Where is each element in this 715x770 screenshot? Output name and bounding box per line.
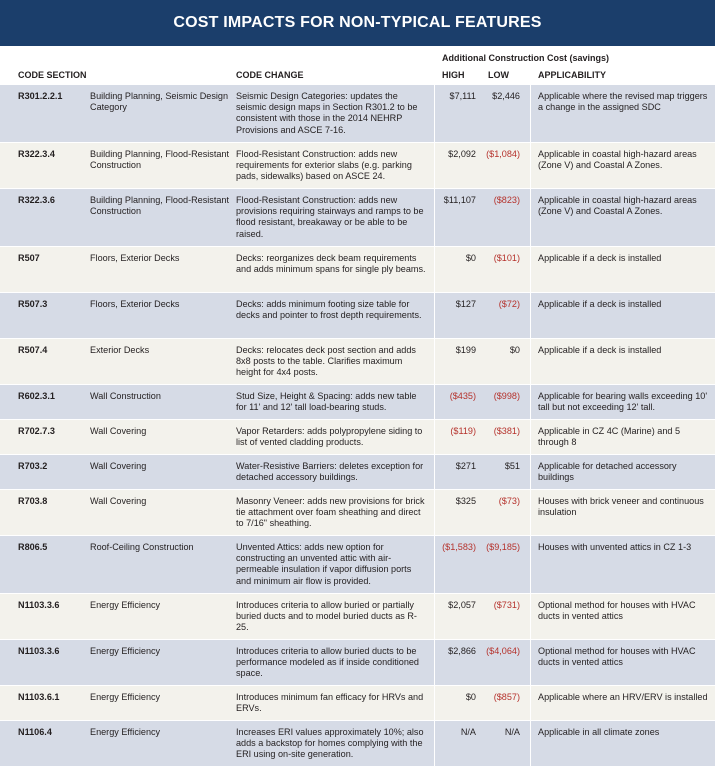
category: Building Planning, Flood-Resistant Construction	[90, 149, 230, 171]
applicability: Optional method for houses with HVAC ducts in vented attics	[538, 600, 696, 622]
applicability: Applicable where an HRV/ERV is installed	[538, 692, 708, 702]
table-row	[0, 535, 715, 593]
code-section: R806.5	[18, 542, 48, 552]
code-section: N1106.4	[18, 727, 52, 737]
table-row	[0, 685, 715, 720]
category: Wall Covering	[90, 496, 147, 506]
code-change: Vapor Retarders: adds polypropylene siding to list of vented cladding products.	[236, 426, 423, 448]
code-change: Masonry Veneer: adds new provisions for brick tie attachment over foam sheathing and direct to 7/16" sheathing.	[236, 496, 425, 529]
code-change: Water-Resistive Barriers: deletes exception for detached accessory buildings.	[236, 461, 424, 483]
code-section: R507.3	[18, 299, 48, 309]
applicability: Applicable in all climate zones	[538, 727, 660, 737]
table-row	[0, 246, 715, 292]
code-section-header: CODE SECTION	[18, 70, 87, 80]
low-cost: ($4,064)	[486, 646, 520, 656]
code-change: Flood-Resistant Construction: adds new provisions requiring stairways and ramps to be flood resistant, breakaway or be able to be raised.	[236, 195, 424, 239]
code-change: Introduces criteria to allow buried ducts to be performance modeled as if inside conditioned space.	[236, 646, 419, 679]
high-cost: N/A	[460, 727, 476, 737]
low-cost: N/A	[504, 727, 520, 737]
table-row	[0, 489, 715, 535]
high-cost: $2,866	[448, 646, 476, 656]
code-section: N1103.3.6	[18, 600, 60, 610]
low-cost: ($1,084)	[486, 149, 520, 159]
category: Energy Efficiency	[90, 600, 161, 610]
code-section: R602.3.1	[18, 391, 55, 401]
code-change: Introduces criteria to allow buried or partially buried ducts and to model buried ducts as R-25.	[236, 600, 417, 633]
applicability: Applicable where the revised map triggers a change in the assigned SDC	[538, 91, 708, 113]
column-divider	[530, 84, 531, 766]
category: Exterior Decks	[90, 345, 150, 355]
table-row	[0, 639, 715, 685]
high-cost: $127	[455, 299, 476, 309]
applicability: Applicable in CZ 4C (Marine) and 5 through 8	[538, 426, 681, 448]
low-cost: ($9,185)	[486, 542, 520, 552]
code-section: N1103.6.1	[18, 692, 60, 702]
category: Energy Efficiency	[90, 727, 161, 737]
code-change: Flood-Resistant Construction: adds new requirements for exterior slabs (e.g. parking pads, sidewalks) based on ASCE 24.	[236, 149, 412, 182]
high-cost: $11,107	[443, 195, 476, 205]
high-cost: $271	[455, 461, 476, 471]
applicability: Applicable if a deck is installed	[538, 345, 662, 355]
applicability: Applicable for bearing walls exceeding 10' tall but not exceeding 12' tall.	[538, 391, 708, 413]
column-divider	[434, 84, 435, 766]
applicability: Applicable in coastal high-hazard areas (Zone V) and Coastal A Zones.	[538, 195, 697, 217]
code-change: Decks: relocates deck post section and adds 8x8 posts to the table. Clarifies maximum height for 4x4 posts.	[236, 345, 416, 378]
code-change: Decks: reorganizes deck beam requirements and adds minimum spans for single ply beams.	[236, 253, 426, 275]
code-change-header: CODE CHANGE	[236, 70, 304, 80]
high-cost: $199	[455, 345, 476, 355]
table-row	[0, 720, 715, 766]
high-header: HIGH	[442, 70, 465, 80]
low-cost: ($73)	[498, 496, 520, 506]
table-row	[0, 84, 715, 142]
low-cost: ($857)	[493, 692, 520, 702]
applicability-header: APPLICABILITY	[538, 70, 607, 80]
table-row	[0, 188, 715, 246]
category: Energy Efficiency	[90, 692, 161, 702]
category: Building Planning, Flood-Resistant Construction	[90, 195, 230, 217]
category: Wall Covering	[90, 461, 147, 471]
code-change: Increases ERI values approximately 10%; also adds a backstop for homes complying with the ERI using on-site generation.	[236, 727, 424, 760]
code-section: N1103.3.6	[18, 646, 60, 656]
code-section: R322.3.4	[18, 149, 55, 159]
high-cost: $0	[465, 692, 476, 702]
table-row	[0, 593, 715, 639]
code-section: R301.2.2.1	[18, 91, 63, 101]
high-cost: $2,092	[448, 149, 476, 159]
code-section: R322.3.6	[18, 195, 55, 205]
applicability: Applicable if a deck is installed	[538, 299, 662, 309]
cost-table	[0, 84, 715, 766]
low-cost: ($72)	[498, 299, 520, 309]
table-row	[0, 338, 715, 384]
category: Floors, Exterior Decks	[90, 253, 180, 263]
code-change: Introduces minimum fan efficacy for HRVs and ERVs.	[236, 692, 424, 714]
category: Roof-Ceiling Construction	[90, 542, 194, 552]
cost-group-header: Additional Construction Cost (savings)	[442, 53, 610, 63]
applicability: Applicable if a deck is installed	[538, 253, 662, 263]
low-header: LOW	[488, 70, 509, 80]
category: Building Planning, Seismic Design Category	[90, 91, 228, 113]
table-header	[0, 46, 715, 84]
table-row	[0, 419, 715, 454]
table-row	[0, 454, 715, 489]
code-change: Decks: adds minimum footing size table for decks and pointer to frost depth requirements.	[236, 299, 422, 321]
low-cost: ($731)	[493, 600, 520, 610]
low-cost: ($101)	[493, 253, 520, 263]
applicability: Houses with brick veneer and continuous insulation	[538, 496, 704, 518]
low-cost: ($998)	[493, 391, 520, 401]
code-section: R703.2	[18, 461, 48, 471]
high-cost: $2,057	[448, 600, 476, 610]
high-cost: ($1,583)	[442, 542, 476, 552]
code-section: R702.7.3	[18, 426, 55, 436]
table-row	[0, 292, 715, 338]
code-change: Unvented Attics: adds new option for constructing an unvented attic with air-permeable insulation if vapor diffusion ports and minimum air flow is provided.	[236, 542, 412, 586]
low-cost: $0	[509, 345, 520, 355]
table-row	[0, 384, 715, 419]
low-cost: ($381)	[493, 426, 520, 436]
low-cost: ($823)	[493, 195, 520, 205]
applicability: Optional method for houses with HVAC ducts in vented attics	[538, 646, 696, 668]
high-cost: $0	[465, 253, 476, 263]
code-change: Seismic Design Categories: updates the seismic design maps in Section R301.2 to be consistent with those in the 2014 NEHRP Provisions and ASCE 7-16.	[236, 91, 418, 135]
category: Energy Efficiency	[90, 646, 161, 656]
code-change: Stud Size, Height & Spacing: adds new table for 11' and 12' tall load-bearing studs.	[236, 391, 417, 413]
low-cost: $51	[504, 461, 520, 471]
table-row	[0, 142, 715, 188]
high-cost: ($119)	[450, 426, 476, 436]
code-section: R507	[18, 253, 40, 263]
category: Wall Covering	[90, 426, 147, 436]
category: Wall Construction	[90, 391, 161, 401]
code-section: R703.8	[18, 496, 48, 506]
applicability: Houses with unvented attics in CZ 1-3	[538, 542, 692, 552]
applicability: Applicable for detached accessory buildings	[538, 461, 677, 483]
high-cost: ($435)	[449, 391, 476, 401]
low-cost: $2,446	[492, 91, 520, 101]
high-cost: $7,111	[449, 91, 476, 101]
applicability: Applicable in coastal high-hazard areas (Zone V) and Coastal A Zones.	[538, 149, 697, 171]
high-cost: $325	[455, 496, 476, 506]
category: Floors, Exterior Decks	[90, 299, 180, 309]
code-section: R507.4	[18, 345, 48, 355]
page-title: COST IMPACTS FOR NON-TYPICAL FEATURES	[0, 0, 715, 46]
